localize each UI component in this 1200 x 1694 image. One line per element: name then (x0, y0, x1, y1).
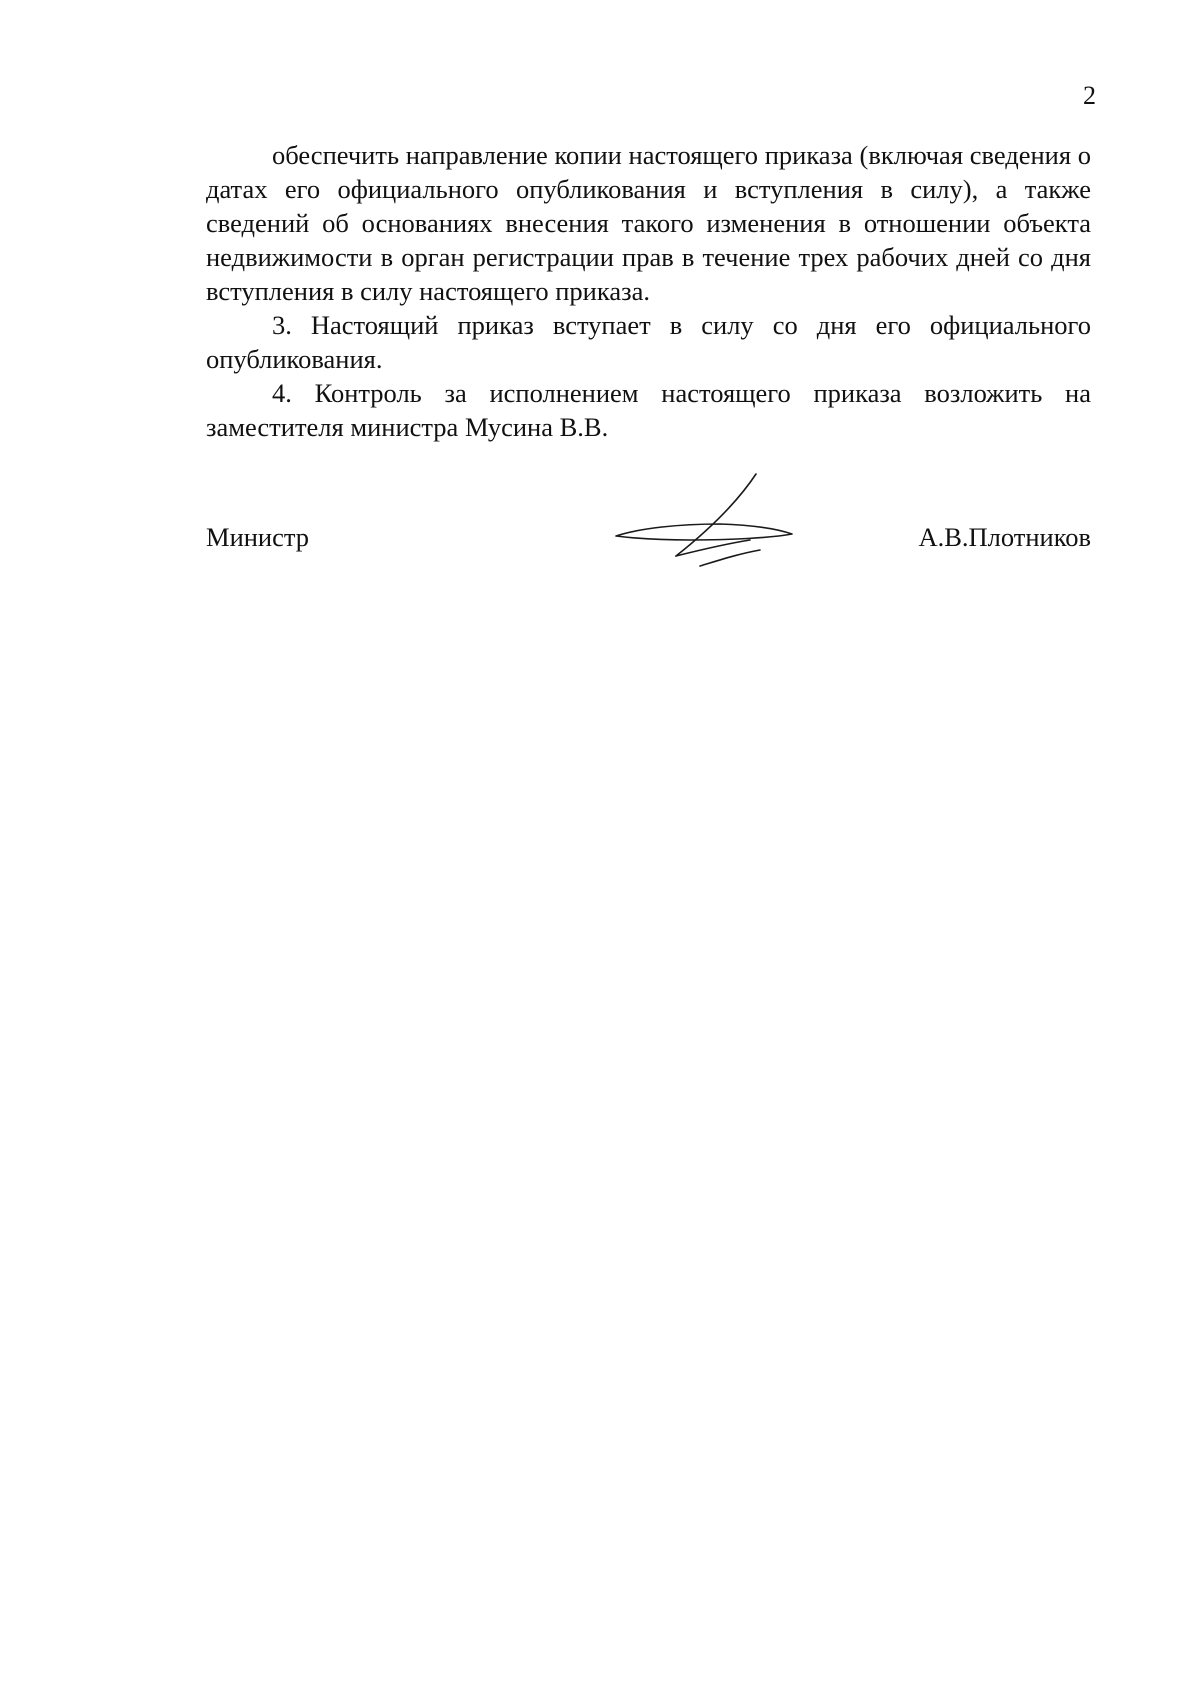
signer-name: А.В.Плотников (918, 522, 1091, 552)
signer-position: Министр (206, 522, 310, 552)
page-number: 2 (1083, 81, 1096, 110)
signature-block (206, 520, 1091, 560)
paragraph-item-3: 3. Настоящий приказ вступает в силу со дня его официального опубликования. (206, 310, 1091, 374)
document-body (206, 138, 1091, 444)
paragraph-item-4: 4. Контроль за исполнением настоящего приказа возложить на заместителя министра Мусина В.В. (206, 378, 1091, 442)
paragraph-copy-direction: обеспечить направление копии настоящего приказа (включая сведения о датах его официального опубликования и вступления в силу), а также сведений об основаниях внесения такого изменения в отношении объекта недвижимости в орган регистрации прав в течение трех рабочих дней со дня вступления в силу настоящего приказа. (206, 140, 1091, 306)
